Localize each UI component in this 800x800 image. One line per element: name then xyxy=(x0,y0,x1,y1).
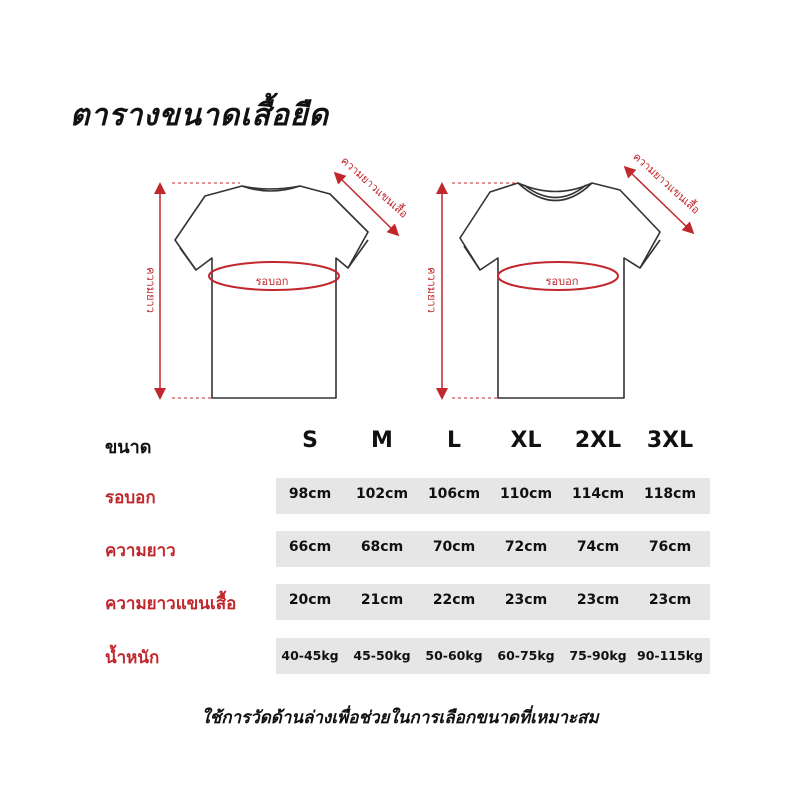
table-row-chest xyxy=(0,478,800,518)
table-cell: 114cm xyxy=(571,486,625,502)
table-cell: 90-115kg xyxy=(637,648,703,663)
table-cell: 20cm xyxy=(288,592,332,608)
table-cell: 74cm xyxy=(576,539,620,555)
chest-measure-right xyxy=(498,262,618,290)
table-cell: 68cm xyxy=(360,539,404,555)
chest-label-right: รอบอก xyxy=(545,275,579,288)
table-cell: 60-75kg xyxy=(497,648,555,663)
length-label-left: ความยาว xyxy=(144,267,157,313)
length-label-right: ความยาว xyxy=(425,267,438,313)
size-header-label: ขนาด xyxy=(105,437,152,458)
table-cell: 22cm xyxy=(432,592,476,608)
size-col-2xl: 2XL xyxy=(574,428,622,453)
table-cell: 23cm xyxy=(648,592,692,608)
table-row-weight xyxy=(0,638,800,678)
tshirt-back-outline xyxy=(175,186,368,398)
row-label-chest: รอบอก xyxy=(105,488,156,508)
sleeve-dimension-left xyxy=(338,153,412,232)
table-row-length xyxy=(0,531,800,571)
table-cell: 66cm xyxy=(288,539,332,555)
table-cell: 98cm xyxy=(288,486,332,502)
chest-label-left: รอบอก xyxy=(255,275,289,288)
row-label-length: ความยาว xyxy=(105,541,176,561)
table-cell: 118cm xyxy=(643,486,697,502)
table-row-sleeve xyxy=(0,584,800,624)
table-cell: 72cm xyxy=(504,539,548,555)
size-col-l: L xyxy=(446,428,462,453)
size-col-3xl: 3XL xyxy=(646,428,694,453)
size-col-xl: XL xyxy=(510,428,542,453)
table-cell: 76cm xyxy=(648,539,692,555)
table-cell: 50-60kg xyxy=(425,648,483,663)
table-cell: 110cm xyxy=(499,486,553,502)
page-title: ตารางขนาดเสื้อยืด xyxy=(70,98,329,133)
chest-measure-left xyxy=(209,262,339,290)
table-cell: 45-50kg xyxy=(353,648,411,663)
size-header-row xyxy=(0,428,800,458)
table-cell: 23cm xyxy=(576,592,620,608)
sleeve-label-right: ความยาวแขนเสื้อ xyxy=(630,150,703,217)
sleeve-dimension-right xyxy=(628,149,704,230)
table-cell: 106cm xyxy=(427,486,481,502)
footer-note: ใช้การวัดด้านล่างเพื่อช่วยในการเลือกขนาดที่เหมาะสม xyxy=(201,708,599,728)
table-cell: 40-45kg xyxy=(281,648,339,663)
size-col-s: S xyxy=(302,428,318,453)
table-cell: 102cm xyxy=(355,486,409,502)
table-cell: 75-90kg xyxy=(569,648,627,663)
table-cell: 70cm xyxy=(432,539,476,555)
size-col-m: M xyxy=(371,428,393,453)
row-label-weight: น้ำหนัก xyxy=(105,648,160,668)
sleeve-label-left: ความยาวแขนเสื้อ xyxy=(338,154,411,221)
row-label-sleeve: ความยาวแขนเสื้อ xyxy=(105,594,237,614)
table-cell: 23cm xyxy=(504,592,548,608)
length-dimension-right xyxy=(425,183,518,398)
table-cell: 21cm xyxy=(360,592,404,608)
